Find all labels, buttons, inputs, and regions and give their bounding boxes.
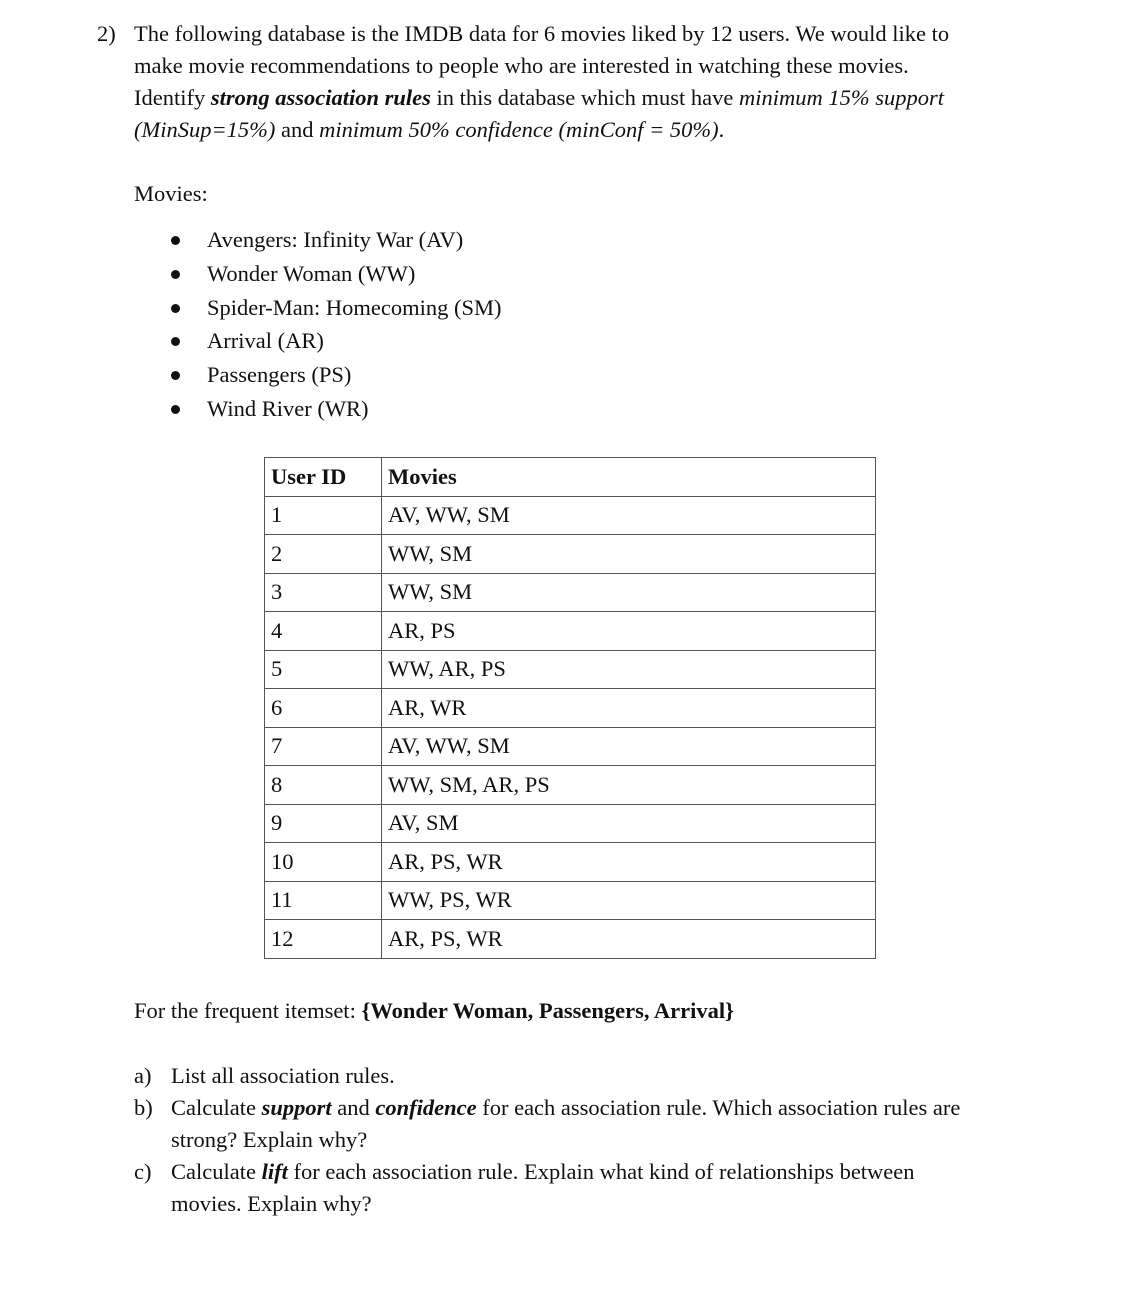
movies-cell: WW, AR, PS (382, 650, 876, 689)
movies-cell: WW, SM, AR, PS (382, 766, 876, 805)
table-row (265, 496, 876, 535)
user-id-cell: 1 (265, 496, 382, 535)
user-id-cell: 9 (265, 804, 382, 843)
user-id-cell: 4 (265, 612, 382, 651)
part-b (134, 1092, 1034, 1156)
table-row (265, 535, 876, 574)
bullet-icon (171, 371, 180, 380)
movies-cell: WW, PS, WR (382, 881, 876, 920)
list-item: Wind River (WR) (168, 392, 502, 426)
bullet-icon (171, 270, 180, 279)
table-row (265, 843, 876, 882)
table-row (265, 766, 876, 805)
user-id-cell: 2 (265, 535, 382, 574)
min-support-phrase: minimum 15% support (738, 85, 944, 110)
part-b-label: b) (134, 1095, 153, 1120)
minsup-phrase: (MinSup=15%) (134, 117, 276, 142)
question-text (134, 18, 1034, 146)
part-a (134, 1060, 1034, 1092)
movies-label: Movies: (134, 181, 208, 206)
part-c (134, 1156, 1034, 1220)
part-a-label: a) (134, 1063, 152, 1088)
movies-cell: AV, WW, SM (382, 727, 876, 766)
frequent-itemset-line: For the frequent itemset: {Wonder Woman, Passengers, Arrival} (134, 998, 734, 1023)
movies-cell: AR, PS, WR (382, 920, 876, 959)
movies-cell: WW, SM (382, 535, 876, 574)
frequent-itemset: {Wonder Woman, Passengers, Arrival} (361, 998, 734, 1023)
bullet-icon (171, 405, 180, 414)
table-row (265, 920, 876, 959)
table-row (265, 727, 876, 766)
list-item: Arrival (AR) (168, 324, 502, 358)
list-item: Passengers (PS) (168, 358, 502, 392)
user-id-cell: 8 (265, 766, 382, 805)
bullet-icon (171, 337, 180, 346)
table-row (265, 804, 876, 843)
header-movies: Movies (382, 458, 876, 497)
question-line-2: make movie recommendations to people who are interested in watching these movies. (134, 53, 909, 78)
movies-cell: AV, SM (382, 804, 876, 843)
part-c-line-2: movies. Explain why? (171, 1191, 372, 1216)
strong-rules-phrase: strong association rules (210, 85, 431, 110)
user-id-cell: 10 (265, 843, 382, 882)
question-line-3: Identify strong association rules in this database which must have minimum 15% support (134, 85, 944, 110)
user-id-cell: 12 (265, 920, 382, 959)
bullet-icon (171, 236, 180, 245)
part-c-label: c) (134, 1159, 152, 1184)
table-row (265, 612, 876, 651)
movies-cell: WW, SM (382, 573, 876, 612)
user-id-cell: 5 (265, 650, 382, 689)
user-movies-table (264, 457, 876, 959)
list-item: Wonder Woman (WW) (168, 257, 502, 291)
part-c-line-1: Calculate lift for each association rule. Explain what kind of relationships between (171, 1159, 915, 1184)
list-item: Avengers: Infinity War (AV) (168, 223, 502, 257)
table-row (265, 881, 876, 920)
question-line-4: (MinSup=15%) and minimum 50% confidence (minConf = 50%). (134, 117, 725, 142)
user-id-cell: 3 (265, 573, 382, 612)
min-confidence-phrase: minimum 50% confidence (minConf = 50%) (319, 117, 719, 142)
bullet-icon (171, 304, 180, 313)
question-parts (134, 1060, 1034, 1220)
user-id-cell: 7 (265, 727, 382, 766)
table-row (265, 573, 876, 612)
movies-cell: AR, PS (382, 612, 876, 651)
part-a-text: List all association rules. (171, 1063, 395, 1088)
part-b-line-2: strong? Explain why? (171, 1127, 368, 1152)
header-user-id: User ID (265, 458, 382, 497)
movies-cell: AV, WW, SM (382, 496, 876, 535)
movies-cell: AR, WR (382, 689, 876, 728)
part-b-line-1: Calculate support and confidence for each association rule. Which association rules are (171, 1095, 961, 1120)
table-row (265, 650, 876, 689)
list-item: Spider-Man: Homecoming (SM) (168, 291, 502, 325)
table-row (265, 689, 876, 728)
question-number: 2) (97, 21, 116, 46)
movie-list (168, 223, 502, 426)
question-line-1: The following database is the IMDB data for 6 movies liked by 12 users. We would like to (134, 21, 950, 46)
movies-cell: AR, PS, WR (382, 843, 876, 882)
table-header-row (265, 458, 876, 497)
user-id-cell: 6 (265, 689, 382, 728)
user-id-cell: 11 (265, 881, 382, 920)
